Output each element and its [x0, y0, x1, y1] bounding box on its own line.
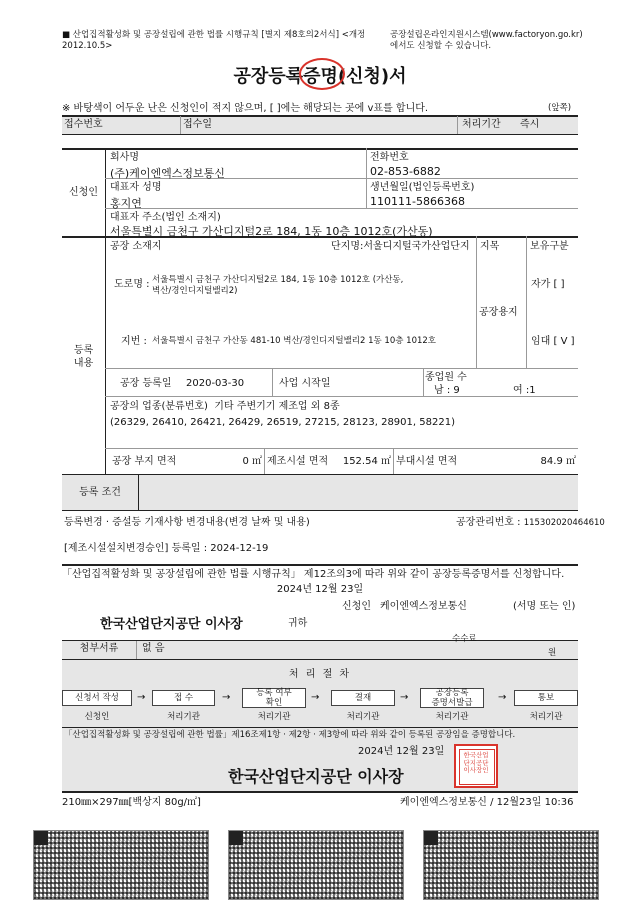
procedure-step-approve: 결재: [331, 690, 395, 706]
phone-value: 02-853-6882: [370, 165, 441, 178]
sign-placeholder: (서명 또는 인): [513, 601, 576, 612]
recipient-suffix: 귀하: [288, 618, 308, 629]
certification-statement: 「산업집적활성화 및 공장설립에 관한 법률」제16조제1항 · 제2항 · 제3항에 따라 위와 같이 등록된 공장임을 증명합니다.: [64, 730, 516, 740]
processing-period-label: 처리기간: [462, 119, 501, 130]
aux-area-label: 부대시설 면적: [396, 456, 458, 467]
procedure-arrow: →: [137, 692, 146, 703]
factory-location-label: 공장 소재지: [110, 241, 162, 252]
registration-section-label: 등록 내용: [73, 345, 94, 369]
procedure-actor: 처리기관: [529, 712, 563, 722]
form-notice: ※ 바탕색이 어두운 난은 신청인이 적지 않으며, [ ]에는 해당되는 곳에 v표를 합니다.: [62, 103, 429, 114]
application-statement: 「산업집적활성화 및 공장설립에 관한 법률 시행규칙」 제12조의3에 따라 위와 같이 공장등록증명서를 신청합니다.: [62, 569, 565, 580]
business-start-label: 사업 시작일: [279, 378, 331, 389]
representative-label: 대표자 성명: [110, 182, 162, 193]
procedure-arrow: →: [311, 692, 320, 703]
aux-area-value: 84.9 ㎡: [540, 456, 576, 467]
official-seal: 한국산업단지공단이사장인: [454, 744, 498, 788]
phone-label: 전화번호: [370, 152, 409, 163]
address-label: 대표자 주소(법인 소재지): [110, 212, 221, 223]
birth-value: 110111-5866368: [370, 195, 465, 208]
procedure-arrow: →: [222, 692, 231, 703]
attachment-label: 첨부서류: [79, 643, 119, 654]
receipt-number-label: 접수번호: [64, 119, 103, 130]
procedure-actor: 처리기관: [346, 712, 380, 722]
registration-date-label: 공장 등록일: [120, 378, 172, 389]
land-category-label: 지목: [480, 241, 500, 252]
procedure-step-receive: 접 수: [152, 690, 215, 706]
procedure-step-issue: 공장등록 증명서발급: [420, 688, 484, 708]
fee-label: 수수료: [452, 634, 477, 644]
attachment-value: 없 음: [142, 643, 165, 654]
complex-name: 단지명:서울디지털국가산업단지: [331, 241, 470, 252]
procedure-step-apply: 신청서 작성: [62, 690, 132, 706]
document-title: 공장등록증명 (신청)서: [0, 62, 640, 88]
procedure-step-verify: 등록 여부 확인: [242, 688, 306, 708]
security-barcode: [423, 830, 599, 900]
mfg-area-value: 152.54 ㎡: [342, 456, 391, 467]
procedure-actor: 처리기관: [257, 712, 291, 722]
management-number: 공장관리번호 : 115302020464610: [456, 517, 605, 528]
procedure-arrow: →: [498, 692, 507, 703]
applicant-section-label: 신청인: [69, 187, 98, 198]
lot-address-label: 지번 :: [121, 336, 147, 347]
ownership-lease-option: 임대 [ V ]: [531, 336, 575, 347]
fee-row-shade: [62, 641, 578, 659]
registration-date-value: 2020-03-30: [186, 378, 245, 389]
mfg-area-label: 제조시설 면적: [267, 456, 329, 467]
procedure-actor: 처리기관: [167, 712, 200, 722]
birth-label: 생년월일(법인등록번호): [370, 182, 475, 193]
lot-address-value: 서울특별시 금천구 가산동 481-10 벽산/경인디지털밸리2 1동 10층 1012호: [152, 336, 437, 346]
site-area-value: 0 ㎡: [242, 456, 262, 467]
conditions-row-shade: [62, 475, 578, 510]
changes-label: 등록변경 · 증설등 기재사항 변경내용(변경 날짜 및 내용): [64, 517, 310, 528]
application-date: 2024년 12월 23일: [276, 584, 364, 595]
conditions-label: 등록 조건: [79, 487, 121, 498]
industry-codes: (26329, 26410, 26421, 26429, 26519, 27215, 28123, 28901, 58221): [110, 417, 455, 428]
certification-issuer: 한국산업단지공단 이사장: [228, 767, 404, 786]
security-barcode: [228, 830, 404, 900]
paper-size: 210㎜×297㎜[백상지 80g/㎡]: [62, 797, 201, 808]
company-label: 회사명: [110, 152, 139, 163]
printed-by: 케이엔엑스정보통신 / 12월23일 10:36: [400, 797, 574, 808]
road-address-value: 서울특별시 금천구 가산디지털2로 184, 1동 10층 1012호 (가산동, 벽산/경인디지털밸리2): [152, 275, 404, 296]
industry-line: 공장의 업종(분류번호) 기타 주변기기 제조업 외 8종: [110, 401, 340, 412]
address-value: 서울특별시 금천구 가산디지털2로 184, 1동 10층 1012호(가산동): [110, 225, 433, 238]
online-site-note: 공장설립온라인지원시스템(www.factoryon.go.kr) 에서도 신청할 수 있습니다.: [390, 30, 583, 51]
security-barcode: [33, 830, 209, 900]
representative-value: 홍지연: [110, 197, 142, 210]
procedure-actor: 처리기관: [435, 712, 469, 722]
receipt-date-label: 접수일: [183, 119, 212, 130]
company-value: (주)케이엔엑스정보통신: [110, 167, 225, 180]
processing-period-value: 즉시: [520, 119, 540, 130]
employees-label: 종업원 수: [425, 372, 467, 383]
procedure-actor: 신청인: [84, 712, 110, 722]
fee-unit: 원: [548, 648, 557, 658]
employees-female: 여 :1: [513, 385, 536, 396]
law-reference: ■ 산업집적활성화 및 공장설립에 관한 법률 시행규칙 [별지 제8호의2서식] <개정 2012.10.5>: [62, 30, 366, 51]
applicant-sign-name: 케이엔엑스정보통신: [380, 601, 467, 612]
change-entry: [제조시설설치변경승인] 등록일 : 2024-12-19: [64, 543, 269, 554]
recipient: 한국산업단지공단 이사장: [100, 617, 243, 632]
ownership-own-option: 자가 [ ]: [531, 279, 565, 290]
employees-male: 남 : 9: [434, 385, 460, 396]
procedure-title: 처 리 절 차: [288, 669, 352, 680]
procedure-step-notify: 통보: [514, 690, 578, 706]
land-category-value: 공장용지: [479, 307, 518, 318]
applicant-sign-label: 신청인: [342, 601, 371, 612]
ownership-label: 보유구분: [530, 241, 569, 252]
page-side: (앞쪽): [548, 103, 572, 113]
procedure-arrow: →: [400, 692, 409, 703]
title-circled-word: 증명: [303, 62, 338, 88]
site-area-label: 공장 부지 면적: [112, 456, 177, 467]
red-circle-mark: [299, 58, 345, 90]
certification-date: 2024년 12월 23일: [358, 746, 445, 757]
road-address-label: 도로명 :: [114, 279, 150, 290]
